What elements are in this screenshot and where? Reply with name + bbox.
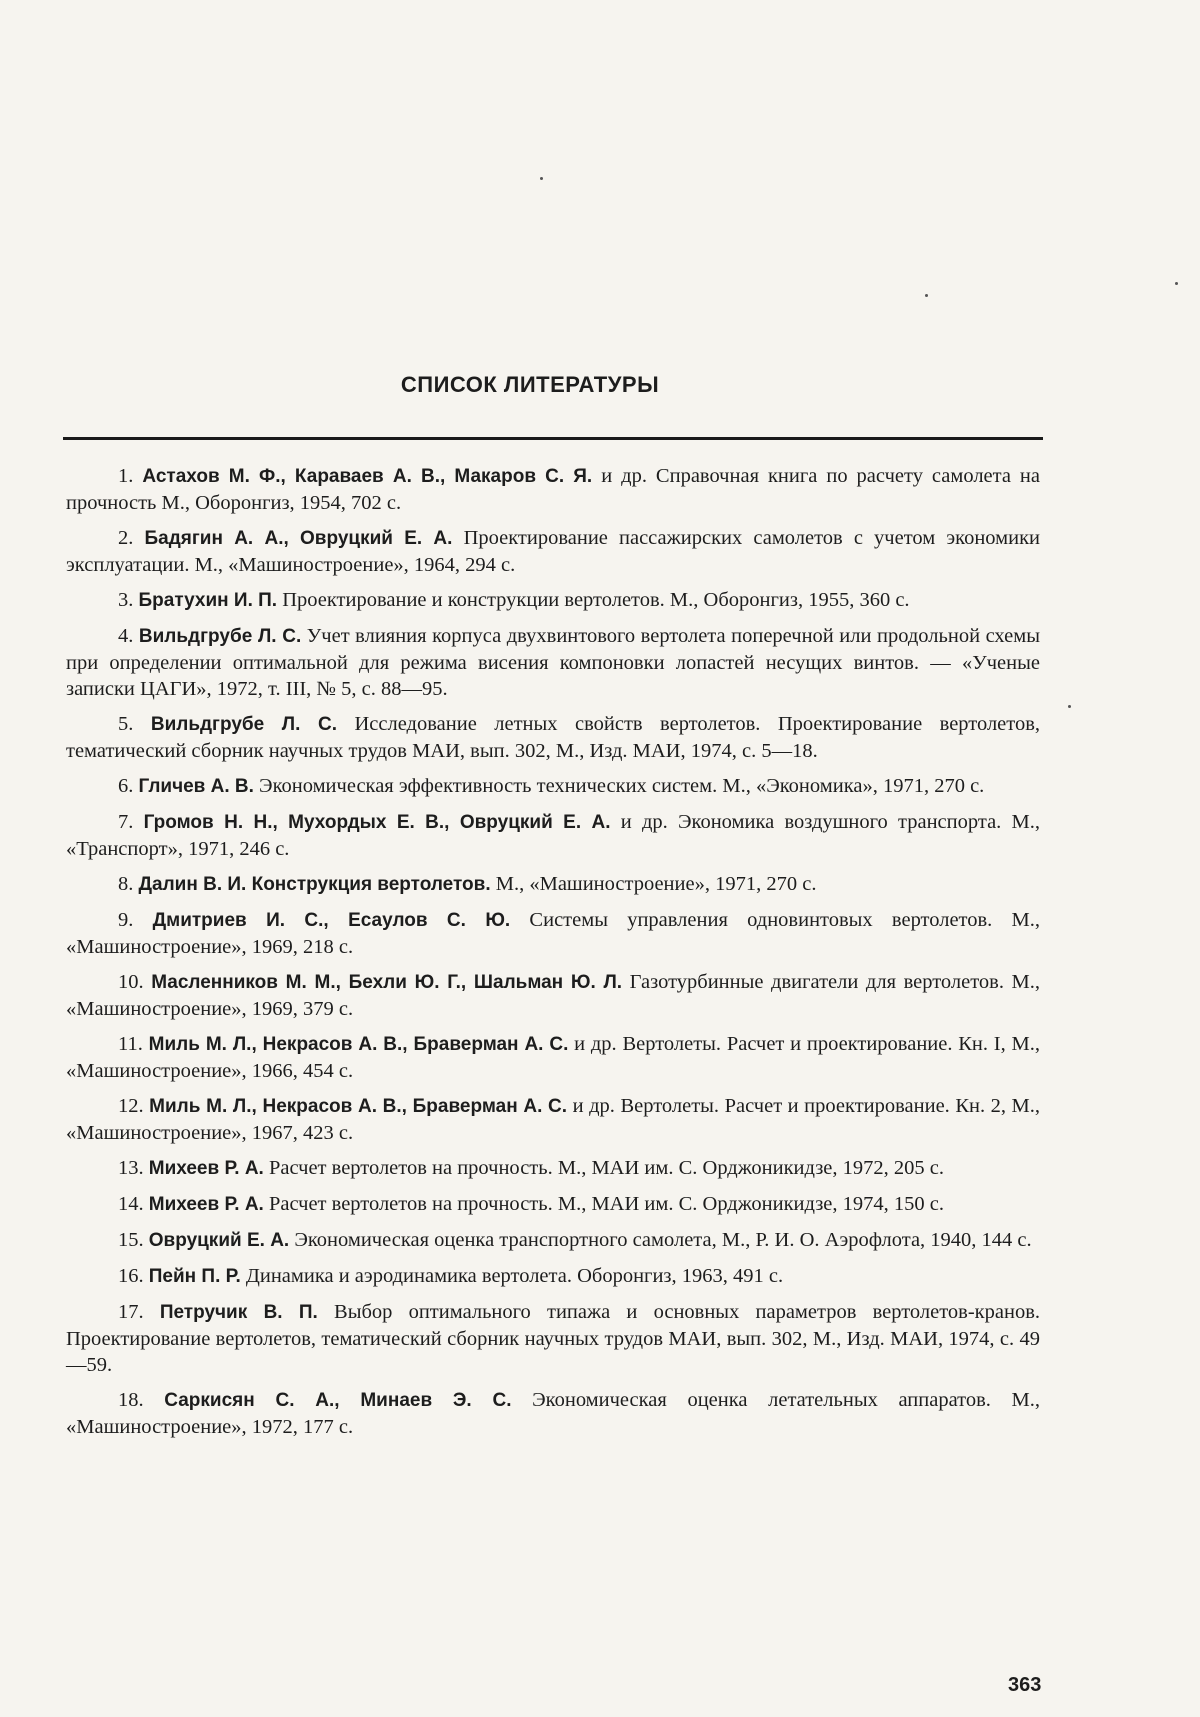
reference-authors: Миль М. Л., Некрасов А. В., Браверман А. С. (148, 1034, 569, 1055)
reference-item (66, 463, 1040, 516)
reference-authors: Пейн П. Р. (148, 1266, 241, 1287)
reference-item (66, 907, 1040, 960)
reference-item (66, 1191, 1040, 1218)
reference-authors: Масленников М. М., Бехли Ю. Г., Шальман Ю. Л. (151, 972, 623, 993)
reference-number: 2. (118, 527, 134, 549)
page-title: СПИСОК ЛИТЕРАТУРЫ (400, 372, 660, 397)
reference-authors: Миль М. Л., Некрасов А. В., Браверман А. С. (149, 1096, 568, 1117)
reference-number: 1. (118, 465, 134, 487)
reference-number: 17. (118, 1301, 144, 1323)
reference-authors: Далин В. И. Конструкция вертолетов. (138, 874, 491, 895)
page-number: 363 (1008, 1674, 1042, 1696)
reference-number: 8. (118, 873, 134, 895)
reference-text: Системы управления одновинтовых вертолетов. М., «Машиностроение», 1969, 218 с. (66, 909, 1040, 958)
reference-item (66, 1031, 1040, 1084)
reference-item (66, 587, 1040, 614)
reference-authors: Петручик В. П. (159, 1302, 318, 1323)
reference-number: 12. (118, 1095, 144, 1117)
reference-item (66, 1093, 1040, 1146)
reference-authors: Вильдгрубе Л. С. (150, 714, 338, 735)
reference-item (66, 969, 1040, 1022)
reference-authors: Вильдгрубе Л. С. (138, 626, 302, 647)
reference-text: Динамика и аэродинамика вертолета. Оборонгиз, 1963, 491 с. (245, 1265, 784, 1287)
reference-authors: Саркисян С. А., Минаев Э. С. (164, 1390, 512, 1411)
reference-item (66, 1299, 1040, 1378)
reference-number: 18. (118, 1389, 144, 1411)
reference-text: Расчет вертолетов на прочность. М., МАИ им. С. Орджоникидзе, 1972, 205 с. (268, 1157, 944, 1179)
reference-authors: Овруцкий Е. А. (148, 1230, 290, 1251)
reference-number: 6. (118, 775, 134, 797)
scan-speck (925, 294, 928, 297)
scan-speck (540, 177, 543, 180)
reference-list (66, 463, 1040, 1449)
reference-number: 14. (118, 1193, 144, 1215)
reference-number: 15. (118, 1229, 144, 1251)
reference-item (66, 1155, 1040, 1182)
reference-text: и др. Справочная книга по расчету самолета на прочность М., Оборонгиз, 1954, 702 с. (66, 465, 1041, 514)
reference-text: Учет влияния корпуса двухвинтового вертолета поперечной или продольной схемы при определении оптимальной для режима висения компоновки лопастей несущих винтов. — «Ученые записки ЦАГИ», 1972, т. III, № 5, с. 88—95. (66, 625, 1040, 700)
reference-text: и др. Экономика воздушного транспорта. М., «Транспорт», 1971, 246 с. (66, 811, 1041, 860)
reference-item (66, 711, 1040, 764)
reference-item (66, 1227, 1040, 1254)
reference-number: 9. (118, 909, 134, 931)
reference-number: 4. (118, 625, 134, 647)
reference-number: 5. (118, 713, 134, 735)
reference-item (66, 1263, 1040, 1290)
reference-text: и др. Вертолеты. Расчет и проектирование. Кн. I, М., «Машиностроение», 1966, 454 с. (66, 1033, 1040, 1082)
reference-authors: Гличев А. В. (138, 776, 254, 797)
reference-authors: Бадягин А. А., Овруцкий Е. А. (144, 528, 453, 549)
reference-item (66, 871, 1040, 898)
reference-number: 7. (118, 811, 134, 833)
reference-item (66, 1387, 1040, 1440)
title-rule (63, 437, 1043, 440)
reference-number: 3. (118, 589, 134, 611)
reference-number: 16. (118, 1265, 144, 1287)
reference-authors: Братухин И. П. (138, 590, 278, 611)
reference-number: 13. (118, 1157, 144, 1179)
reference-text: Расчет вертолетов на прочность. М., МАИ им. С. Орджоникидзе, 1974, 150 с. (268, 1193, 944, 1215)
reference-item (66, 809, 1040, 862)
reference-text: Экономическая оценка транспортного самолета, М., Р. И. О. Аэрофлота, 1940, 144 с. (294, 1229, 1032, 1251)
reference-item (66, 773, 1040, 800)
reference-text: и др. Вертолеты. Расчет и проектирование. Кн. 2, М., «Машиностроение», 1967, 423 с. (66, 1095, 1041, 1144)
reference-item (66, 525, 1040, 578)
reference-text: Экономическая оценка летательных аппаратов. М., «Машиностроение», 1972, 177 с. (66, 1389, 1041, 1438)
reference-text: Выбор оптимального типажа и основных параметров вертолетов-кранов. Проектирование вертолетов, тематический сборник научных трудов МАИ, вып. 302, М., Изд. МАИ, 1974, с. 49—59. (66, 1301, 1040, 1376)
reference-number: 11. (118, 1033, 143, 1055)
reference-text: М., «Машиностроение», 1971, 270 с. (495, 873, 817, 895)
reference-authors: Дмитриев И. С., Есаулов С. Ю. (152, 910, 511, 931)
reference-authors: Михеев Р. А. (148, 1194, 264, 1215)
reference-authors: Громов Н. Н., Мухордых Е. В., Овруцкий Е. А. (143, 812, 611, 833)
scan-speck (1068, 705, 1071, 708)
reference-number: 10. (118, 971, 144, 993)
reference-item (66, 623, 1040, 702)
reference-authors: Михеев Р. А. (148, 1158, 264, 1179)
reference-authors: Астахов М. Ф., Караваев А. В., Макаров С. Я. (142, 466, 593, 487)
reference-text: Газотурбинные двигатели для вертолетов. М., «Машиностроение», 1969, 379 с. (66, 971, 1041, 1020)
scan-speck (1175, 282, 1178, 285)
reference-text: Проектирование и конструкции вертолетов. М., Оборонгиз, 1955, 360 с. (282, 589, 910, 611)
reference-text: Исследование летных свойств вертолетов. Проектирование вертолетов, тематический сборник научных трудов МАИ, вып. 302, М., Изд. МАИ, 1974, с. 5—18. (66, 713, 1041, 762)
reference-text: Экономическая эффективность технических систем. М., «Экономика», 1971, 270 с. (259, 775, 985, 797)
reference-text: Проектирование пассажирских самолетов с учетом экономики эксплуатации. М., «Машиностроение», 1964, 294 с. (66, 527, 1041, 576)
